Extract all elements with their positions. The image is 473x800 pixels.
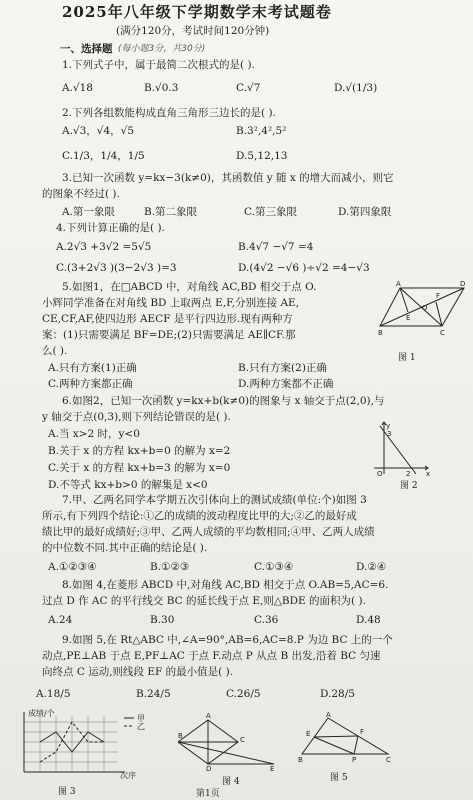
page-subtitle: (满分120分，考试时间120分钟) bbox=[116, 25, 270, 37]
svg-text:E: E bbox=[406, 314, 411, 322]
q7-line1: 7.甲、乙两名同学本学期五次引体向上的测试成绩(单位:个)如图 3 bbox=[62, 494, 367, 506]
q3-stem-line2: 的图象不经过( ). bbox=[42, 188, 120, 200]
q7-option-c: C.①③④ bbox=[254, 561, 294, 573]
q7-line4: 的中位数不同.其中正确的结论是( ). bbox=[42, 542, 208, 554]
figure-1 bbox=[378, 280, 466, 342]
q4-option-d: D.(4√2 −√6 )÷√2 =4−√3 bbox=[238, 262, 370, 274]
q5-option-b: B.只有方案(2)正确 bbox=[238, 362, 327, 374]
svg-text:P: P bbox=[352, 756, 357, 764]
q8-option-d: D.48 bbox=[356, 614, 381, 626]
svg-text:C: C bbox=[440, 329, 445, 337]
q5-line5: 么( ). bbox=[42, 345, 68, 357]
figure-3-x-label: 次序 bbox=[120, 771, 136, 780]
q7-option-b: B.①②③ bbox=[150, 561, 190, 573]
svg-text:y: y bbox=[386, 422, 391, 430]
q2-option-a: A.√3，√4，√5 bbox=[62, 125, 135, 137]
q5-option-c: C.两种方案都正确 bbox=[48, 378, 133, 390]
figure-2 bbox=[370, 420, 432, 476]
q4-stem: 4.下列计算正确的是( ). bbox=[56, 222, 165, 234]
page-footer: 第1页 bbox=[196, 789, 220, 799]
q6-option-a: A.当 x>2 时，y<0 bbox=[48, 428, 140, 440]
svg-text:A: A bbox=[396, 280, 401, 288]
figure-2-caption: 图 2 bbox=[400, 481, 418, 491]
q5-line1: 5.如图1，在□ABCD 中，对角线 AC,BD 相交于点 O. bbox=[62, 281, 317, 293]
q4-option-b: B.4√7 −√7 =4 bbox=[238, 241, 314, 253]
q9-line1: 9.如图 5,在 Rt△ABC 中,∠A=90°,AB=6,AC=8.P 为边 BC 上的一个 bbox=[62, 634, 393, 646]
figure-1-caption: 图 1 bbox=[398, 353, 416, 363]
q5-line3: CE,CF,AF,使四边形 AECF 是平行四边形.现有两种方 bbox=[42, 313, 293, 325]
q1-option-c: C.√7 bbox=[236, 82, 261, 94]
q8-option-a: A.24 bbox=[48, 614, 73, 626]
q6-option-d: D.不等式 kx+b>0 的解集是 x<0 bbox=[48, 479, 208, 491]
q3-option-c: C.第三象限 bbox=[244, 206, 297, 218]
q2-option-b: B.3²,4²,5² bbox=[236, 125, 287, 137]
q6-line2: y 轴交于点(0,3),则下列结论错误的是( ). bbox=[42, 411, 231, 423]
figure-3-legend-a: 甲 bbox=[137, 714, 145, 723]
svg-text:B: B bbox=[298, 756, 303, 764]
svg-text:C: C bbox=[240, 736, 245, 744]
svg-text:E: E bbox=[270, 765, 275, 772]
q9-option-b: B.24/5 bbox=[136, 688, 171, 700]
figure-3-y-label: 成绩/个 bbox=[28, 709, 55, 718]
q8-line1: 8.如图 4,在菱形 ABCD 中,对角线 AC,BD 相交于点 O.AB=5,AC=6. bbox=[62, 579, 389, 591]
figure-5 bbox=[298, 712, 394, 772]
q7-option-a: A.①②③④ bbox=[48, 561, 97, 573]
q7-line3: 绩比甲的最好成绩好;③甲、乙两人成绩的平均数相同;④甲、乙两人成绩 bbox=[42, 526, 375, 538]
q2-stem: 2.下列各组数能构成直角三角形三边长的是( ). bbox=[62, 107, 276, 119]
figure-4 bbox=[178, 712, 278, 772]
q8-option-b: B.30 bbox=[150, 614, 175, 626]
svg-text:A: A bbox=[326, 712, 331, 719]
svg-text:x: x bbox=[426, 470, 431, 476]
section-note: (每小题3分，共30分) bbox=[118, 44, 206, 54]
q1-option-a: A.√18 bbox=[62, 82, 93, 94]
figure-3-caption: 图 3 bbox=[58, 787, 76, 797]
q5-option-a: A.只有方案(1)正确 bbox=[48, 362, 137, 374]
q5-line4: 案：(1)只需要满足 BF=DE;(2)只需要满足 AE∥CF.那 bbox=[42, 329, 296, 341]
q9-option-a: A.18/5 bbox=[36, 688, 71, 700]
svg-text:D: D bbox=[206, 765, 212, 772]
svg-text:C: C bbox=[386, 756, 391, 764]
svg-text:2: 2 bbox=[406, 470, 411, 476]
q8-option-c: C.36 bbox=[254, 614, 279, 626]
q4-option-c: C.(3+2√3 )(3−2√3 )=3 bbox=[56, 262, 177, 274]
q4-option-a: A.2√3 +3√2 =5√5 bbox=[56, 241, 152, 253]
q2-option-d: D.5,12,13 bbox=[236, 150, 288, 162]
q1-option-b: B.√0.3 bbox=[144, 82, 179, 94]
q9-line2: 动点,PE⊥AB 于点 E,PF⊥AC 于点 F.动点 P 从点 B 出发,沿着 BC 匀速 bbox=[42, 650, 381, 662]
q9-option-d: D.28/5 bbox=[320, 688, 355, 700]
q6-option-c: C.关于 x 的方程 kx+b=3 的解为 x=0 bbox=[48, 462, 231, 474]
figure-3-legend-b: 乙 bbox=[137, 722, 145, 731]
q7-option-d: D.②④ bbox=[356, 561, 387, 573]
svg-text:E: E bbox=[306, 730, 311, 738]
q3-option-a: A.第一象限 bbox=[62, 206, 115, 218]
q8-line2: 过点 D 作 AC 的平行线交 BC 的延长线于点 E,则△BDE 的面积为( ). bbox=[42, 595, 366, 607]
q1-option-d: D.√(1/3) bbox=[334, 82, 378, 94]
svg-text:O: O bbox=[377, 470, 383, 476]
svg-text:B: B bbox=[178, 732, 183, 740]
svg-text:3: 3 bbox=[387, 430, 392, 438]
q3-stem-line1: 3.已知一次函数 y=kx−3(k≠0)，其函数值 y 随 x 的增大而减小，则它 bbox=[62, 172, 394, 184]
svg-text:B: B bbox=[378, 329, 383, 337]
svg-text:D: D bbox=[460, 280, 466, 288]
page-title: 2025年八年级下学期数学末考试题卷 bbox=[62, 3, 332, 21]
q5-option-d: D.两种方案都不正确 bbox=[238, 378, 334, 390]
q3-option-b: B.第二象限 bbox=[144, 206, 198, 218]
q2-option-c: C.1/3，1/4，1/5 bbox=[62, 150, 145, 162]
q6-line1: 6.如图2，已知一次函数 y=kx+b(k≠0)的图象与 x 轴交于点(2,0),与 bbox=[62, 395, 385, 407]
svg-text:F: F bbox=[360, 728, 365, 736]
q6-option-b: B.关于 x 的方程 kx+b=0 的解为 x=2 bbox=[48, 445, 231, 457]
svg-text:F: F bbox=[436, 292, 441, 300]
svg-text:A: A bbox=[206, 712, 211, 720]
q9-line3: 向终点 C 运动,则线段 EF 的最小值是( ). bbox=[42, 666, 234, 678]
q1-stem: 1.下列式子中，属于最简二次根式的是( ). bbox=[62, 59, 255, 71]
figure-4-caption: 图 4 bbox=[222, 777, 240, 787]
q5-line2: 小辉同学准备在对角线 BD 上取两点 E,F,分别连接 AE, bbox=[42, 297, 300, 309]
q3-option-d: D.第四象限 bbox=[338, 206, 392, 218]
svg-text:O: O bbox=[422, 304, 428, 312]
section-heading: 一、选择题 bbox=[60, 43, 113, 55]
q7-line2: 所示,有下列四个结论:①乙的成绩的波动程度比甲的大;②乙的最好成 bbox=[42, 510, 357, 522]
q9-option-c: C.26/5 bbox=[226, 688, 261, 700]
figure-5-caption: 图 5 bbox=[330, 773, 348, 783]
